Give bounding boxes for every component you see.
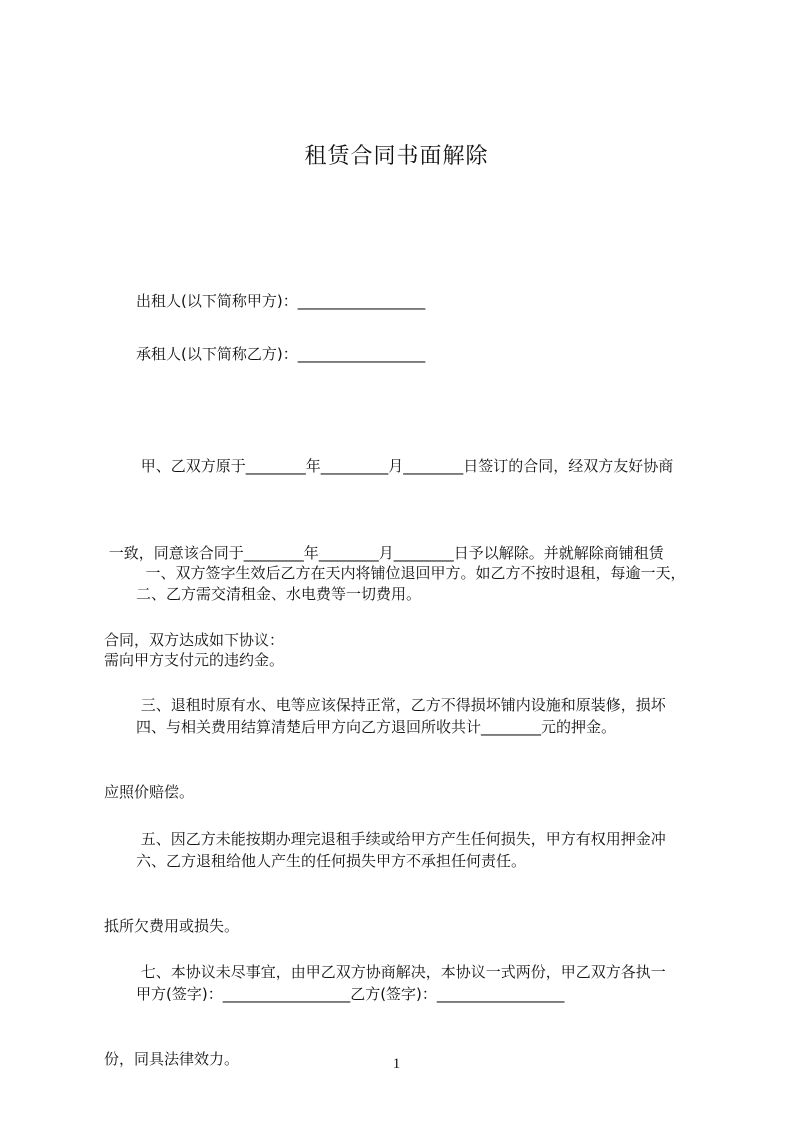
clause-4: 四、与相关费用结算清楚后甲方向乙方退回所收共计________元的押金。 [136, 718, 617, 736]
clause-2: 二、乙方需交清租金、水电费等一切费用。 [136, 585, 422, 603]
document-title: 租赁合同书面解除 [304, 144, 489, 169]
page-number: 1 [392, 1056, 401, 1072]
signature-line: 甲方(签字)：_________________乙方(签字)：_________________ [136, 985, 565, 1003]
clause-5-line-1: 五、因乙方未能按期办理完退租手续或给甲方产生任何损失，甲方有权用押金冲 [136, 830, 666, 848]
clause-1-line-1: 一、双方签字生效后乙方在天内将铺位退回甲方。如乙方不按时退租，每逾一天， [136, 564, 686, 582]
clause-7-line-2: 份，同具法律效力。 [104, 1050, 240, 1068]
clause-1-line-2: 需向甲方支付元的违约金。 [104, 651, 285, 669]
clause-3-line-2: 应照价赔偿。 [104, 783, 195, 801]
clause-5-line-2: 抵所欠费用或损失。 [104, 917, 240, 935]
clause-6: 六、乙方退租给他人产生的任何损失甲方不承担任何责任。 [136, 852, 527, 870]
intro-line-2: 一致，同意该合同于________年________月________日予以解除。并就解除商铺租赁 [104, 544, 664, 562]
party-a-line: 出租人(以下简称甲方)：_________________ [136, 292, 426, 310]
party-b-line: 承租人(以下简称乙方)：_________________ [136, 345, 426, 363]
intro-line-3: 合同，双方达成如下协议： [104, 631, 285, 649]
intro-line-1: 甲、乙双方原于________年_________月________日签订的合同，经双方友好协商 [136, 457, 674, 475]
clause-3-line-1: 三、退租时原有水、电等应该保持正常，乙方不得损坏铺内设施和原装修，损坏 [136, 696, 666, 714]
clause-7-line-1: 七、本协议未尽事宜，由甲乙双方协商解决，本协议一式两份，甲乙双方各执一 [136, 963, 666, 981]
